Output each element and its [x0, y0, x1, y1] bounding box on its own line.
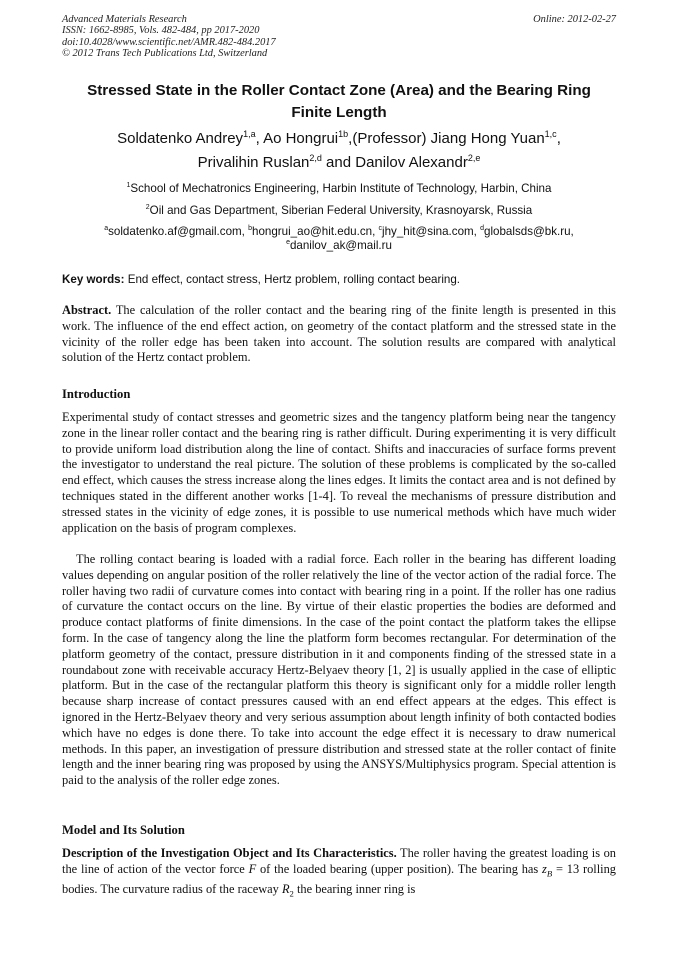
author-sup: 1b [338, 129, 349, 139]
issn-line: ISSN: 1662-8985, Vols. 482-484, pp 2017-2020 [62, 25, 260, 37]
author-sup: 2,d [309, 153, 322, 163]
email-sup: e [286, 239, 290, 247]
model-lead: Description of the Investigation Object and Its Characteristics. [62, 846, 397, 860]
email-sup: d [480, 225, 484, 233]
email-b: hongrui_ao@hit.edu.cn, [252, 225, 379, 238]
model-text: the bearing inner ring is [293, 882, 416, 897]
abstract-text: The calculation of the roller contact and the bearing ring of the finite length is presented in this work. The influence of the end effect action, on geometry of the contact platform and the stressed state in the vicinity of the roller edge has been taken into account. The solution results are compared with analytical solution of the Hertz contact problem. [62, 303, 616, 365]
doi-line: doi:10.4028/www.scientific.net/AMR.482-484.2017 [62, 36, 276, 48]
affiliation-sup: 2 [145, 204, 150, 212]
model-text: of the loaded bearing (upper position). The bearing has [256, 861, 543, 876]
affiliation-1 [62, 182, 616, 196]
introduction-heading: Introduction [62, 387, 131, 401]
email-a: soldatenko.af@gmail.com, [108, 225, 249, 238]
var-f: F [248, 861, 257, 876]
abstract [62, 303, 616, 366]
model-text: rolling bodies. The curvature radius of the raceway [62, 861, 616, 897]
online-date: Online: 2012-02-27 [533, 14, 616, 25]
var-r-sub: 2 [289, 888, 294, 899]
journal-header [62, 14, 616, 59]
author-sup: 2,e [467, 153, 481, 163]
email-line-2 [62, 239, 616, 253]
email-d: globalsds@bk.ru, [484, 225, 574, 238]
keywords-text: End effect, contact stress, Hertz problem, rolling contact bearing. [124, 273, 461, 286]
author-name: Privalihin Ruslan [197, 154, 310, 171]
affiliation-text: School of Mechatronics Engineering, Harbin Institute of Technology, Harbin, China [130, 182, 552, 195]
email-e: danilov_ak@mail.ru [289, 239, 392, 252]
introduction-paragraph-1: Experimental study of contact stresses and geometric sizes and the tangency platform being near the tangency zone in the linear roller contact and the bearing ring is rather difficult. During experimenting it is very difficult to provide uniform load distribution along the line of contact. Shifts and inaccuracies of surface forms prevent the investigator to understand the real picture. The solution of these problems is complicated by the so-called end effect, which causes the stress increase along the lines edges. It limits the contact area and is not defined by techniques stated in the different another works [1-4]. To reveal the mechanisms of pressure distribution and stressed states in the vicinity of edge zones, it is possible to use numerical methods which have much wider application on the basis of program complexes. [62, 410, 616, 535]
author-line-2 [62, 151, 616, 175]
abstract-label: Abstract. [62, 303, 112, 317]
email-sup: a [104, 225, 109, 233]
author-list [62, 127, 616, 175]
keywords [62, 273, 616, 287]
email-sup: b [248, 225, 252, 233]
author-sup: 1,c [544, 129, 557, 139]
title-line-1: Stressed State in the Roller Contact Zone (Area) and the Bearing Ring [87, 82, 591, 99]
author-sup: 1,a [243, 129, 256, 139]
author-name: , Ao Hongrui [255, 130, 339, 147]
affiliation-text: Oil and Gas Department, Siberian Federal University, Krasnoyarsk, Russia [149, 204, 533, 217]
author-separator: , [556, 130, 561, 147]
var-z: z [542, 861, 547, 876]
model-text: The roller having the greatest loading is on the line of action of the vector force [62, 846, 616, 876]
keywords-label: Key words: [62, 273, 125, 286]
model-equation: = 13 [552, 861, 580, 876]
introduction-paragraph-2: The rolling contact bearing is loaded with a radial force. Each roller in the bearing has different loading values depending on angular position of the roller relatively the line of the vector action of the radial force. The roller having two radii of curvature comes into contact with bearing ring in a point. If the roller has one radius of curvature the contact occurs on the line. By virtue of their elastic properties the bodies are deformed and produce contact platforms of finite dimensions. In the case of the point contact the platform takes the ellipse form. In the case of tangency along the line the platform form becomes rectangular. For determination of the platform geometry of the contact, pressure distribution in it and components finding of the stressed state in a roundabout zone with receivable accuracy Hertz-Belyaev theory [1, 2] is usually applied in the case of elliptic platform. But in the case of the rectangular platform this theory is significant only for a middle roller length because sharp increase of contact pressures caused with an end effect appears at the edges. This effect is ignored in the Hertz-Belyaev theory and very serious assumption about length infinity of both contacted bodies which have no edges is done there. To take into account the edge effect it is necessary to draw numerical methods. In this paper, an investigation of pressure distribution and stressed state at the roller contact of finite length and the inner bearing ring was proposed by using the ANSYS/Multiphysics program. Special attention is paid to the analysis of the roller edge zones. [62, 552, 616, 788]
var-z-sub: B [546, 868, 553, 879]
affiliation-sup: 1 [126, 182, 131, 190]
journal-name: Advanced Materials Research [62, 14, 187, 25]
email-sup: c [378, 225, 382, 233]
author-name: and Danilov Alexandr [321, 154, 468, 171]
title-line-2: Finite Length [291, 104, 387, 121]
author-name: Soldatenko Andrey [117, 130, 244, 147]
model-paragraph [62, 846, 616, 902]
author-line-1 [62, 127, 616, 151]
affiliation-2 [62, 204, 616, 218]
email-line-1 [62, 225, 616, 239]
email-list [62, 225, 616, 253]
paper-title [62, 80, 616, 124]
var-r: R [281, 882, 290, 897]
copyright-line: © 2012 Trans Tech Publications Ltd, Switzerland [62, 47, 268, 59]
author-name: ,(Professor) Jiang Hong Yuan [348, 130, 545, 147]
email-c: jhy_hit@sina.com, [382, 225, 481, 238]
model-heading: Model and Its Solution [62, 823, 185, 837]
